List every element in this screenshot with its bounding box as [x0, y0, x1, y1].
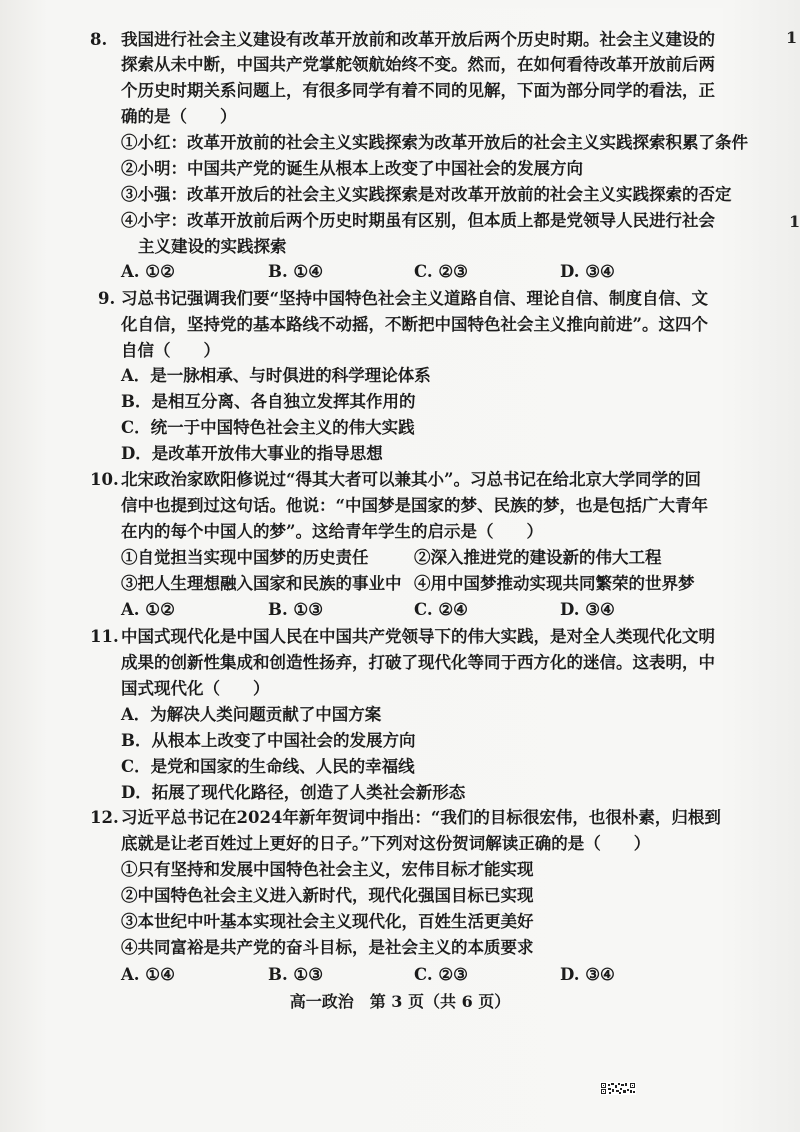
choice-option: A．是一脉相承、与时俱进的科学理论体系 [121, 366, 431, 385]
choice-b: B. ①③ [268, 965, 324, 984]
question-stem-line: 自信（ ） [121, 341, 220, 360]
question-number: 12. [90, 808, 119, 827]
choice-a: A. ①② [121, 600, 175, 619]
statement-option: ③小强：改革开放后的社会主义实践探索是对改革开放前的社会主义实践探索的否定 [121, 185, 732, 204]
question-stem-line: 国式现代化（ ） [121, 679, 270, 698]
statement-option: ④用中国梦推动实现共同繁荣的世界梦 [414, 574, 695, 593]
statement-option: ②中国特色社会主义进入新时代，现代化强国目标已实现 [121, 886, 534, 905]
choice-option: D．是改革开放伟大事业的指导思想 [121, 444, 383, 463]
question-stem-line: 我国进行社会主义建设有改革开放前和改革开放后两个历史时期。社会主义建设的 [121, 30, 715, 49]
choice-c: C. ②③ [414, 262, 468, 281]
question-number: 10. [90, 470, 119, 489]
qr-code-icon [600, 1082, 636, 1095]
choice-b: B. ①③ [268, 600, 324, 619]
question-stem-line: 个历史时期关系问题上，有很多同学有着不同的见解，下面为部分同学的看法，正 [121, 81, 715, 100]
question-number: 11. [90, 627, 119, 646]
edge-mark: 1 [786, 28, 798, 47]
statement-option: ③本世纪中叶基本实现社会主义现代化，百姓生活更美好 [121, 912, 534, 931]
question-number: 8. [90, 30, 108, 49]
choice-option: C．统一于中国特色社会主义的伟大实践 [121, 418, 415, 437]
choice-a: A. ①② [121, 262, 175, 281]
choice-b: B. ①④ [268, 262, 324, 281]
question-stem-line: 北宋政治家欧阳修说过“得其大者可以兼其小”。习总书记在给北京大学同学的回 [121, 470, 701, 489]
question-stem-line: 习近平总书记在2024年新年贺词中指出：“我们的目标很宏伟，也很朴素，归根到 [121, 808, 721, 827]
page-footer: 高一政治 第 3 页（共 6 页） [289, 992, 511, 1011]
statement-option-continued: 主义建设的实践探索 [138, 237, 287, 256]
statement-option: ①小红：改革开放前的社会主义实践探索为改革开放后的社会主义实践探索积累了条件 [121, 133, 748, 152]
choice-option: A．为解决人类问题贡献了中国方案 [121, 705, 382, 724]
question-stem-line: 信中也提到过这句话。他说：“中国梦是国家的梦、民族的梦，也是包括广大青年 [121, 496, 708, 515]
question-stem-line: 习总书记强调我们要“坚持中国特色社会主义道路自信、理论自信、制度自信、文 [121, 289, 708, 308]
statement-option: ④小宇：改革开放前后两个历史时期虽有区别，但本质上都是党领导人民进行社会 [121, 211, 715, 230]
statement-option: ②深入推进党的建设新的伟大工程 [414, 548, 662, 567]
choice-d: D. ③④ [560, 262, 615, 281]
choice-c: C. ②③ [414, 965, 468, 984]
question-number: 9. [98, 289, 116, 308]
question-stem-line: 探索从未中断，中国共产党掌舵领航始终不变。然而，在如何看待改革开放前后两 [121, 55, 715, 74]
question-stem-line: 成果的创新性集成和创造性扬弃，打破了现代化等同于西方化的迷信。这表明，中 [121, 653, 715, 672]
question-stem-line: 化自信，坚持党的基本路线不动摇，不断把中国特色社会主义推向前进”。这四个 [121, 315, 708, 334]
question-stem-line: 底就是让老百姓过上更好的日子。”下列对这份贺词解读正确的是（ ） [121, 834, 651, 853]
statement-option: ④共同富裕是共产党的奋斗目标，是社会主义的本质要求 [121, 938, 534, 957]
choice-d: D. ③④ [560, 965, 615, 984]
statement-option: ①自觉担当实现中国梦的历史责任 [121, 548, 369, 567]
choice-option: B．是相互分离、各自独立发挥其作用的 [121, 392, 416, 411]
choice-option: D．拓展了现代化路径，创造了人类社会新形态 [121, 783, 466, 802]
choice-option: B．从根本上改变了中国社会的发展方向 [121, 731, 416, 750]
statement-option: ③把人生理想融入国家和民族的事业中 [121, 574, 402, 593]
choice-a: A. ①④ [121, 965, 175, 984]
choice-d: D. ③④ [560, 600, 615, 619]
question-stem-line: 中国式现代化是中国人民在中国共产党领导下的伟大实践，是对全人类现代化文明 [121, 627, 715, 646]
edge-mark: 1 [789, 212, 800, 231]
statement-option: ②小明：中国共产党的诞生从根本上改变了中国社会的发展方向 [121, 159, 583, 178]
choice-c: C. ②④ [414, 600, 468, 619]
choice-option: C．是党和国家的生命线、人民的幸福线 [121, 757, 415, 776]
question-stem-line: 在内的每个中国人的梦”。这给青年学生的启示是（ ） [121, 522, 543, 541]
question-stem-line: 确的是（ ） [121, 107, 237, 126]
page-top-edge [86, 0, 726, 8]
statement-option: ①只有坚持和发展中国特色社会主义，宏伟目标才能实现 [121, 860, 534, 879]
